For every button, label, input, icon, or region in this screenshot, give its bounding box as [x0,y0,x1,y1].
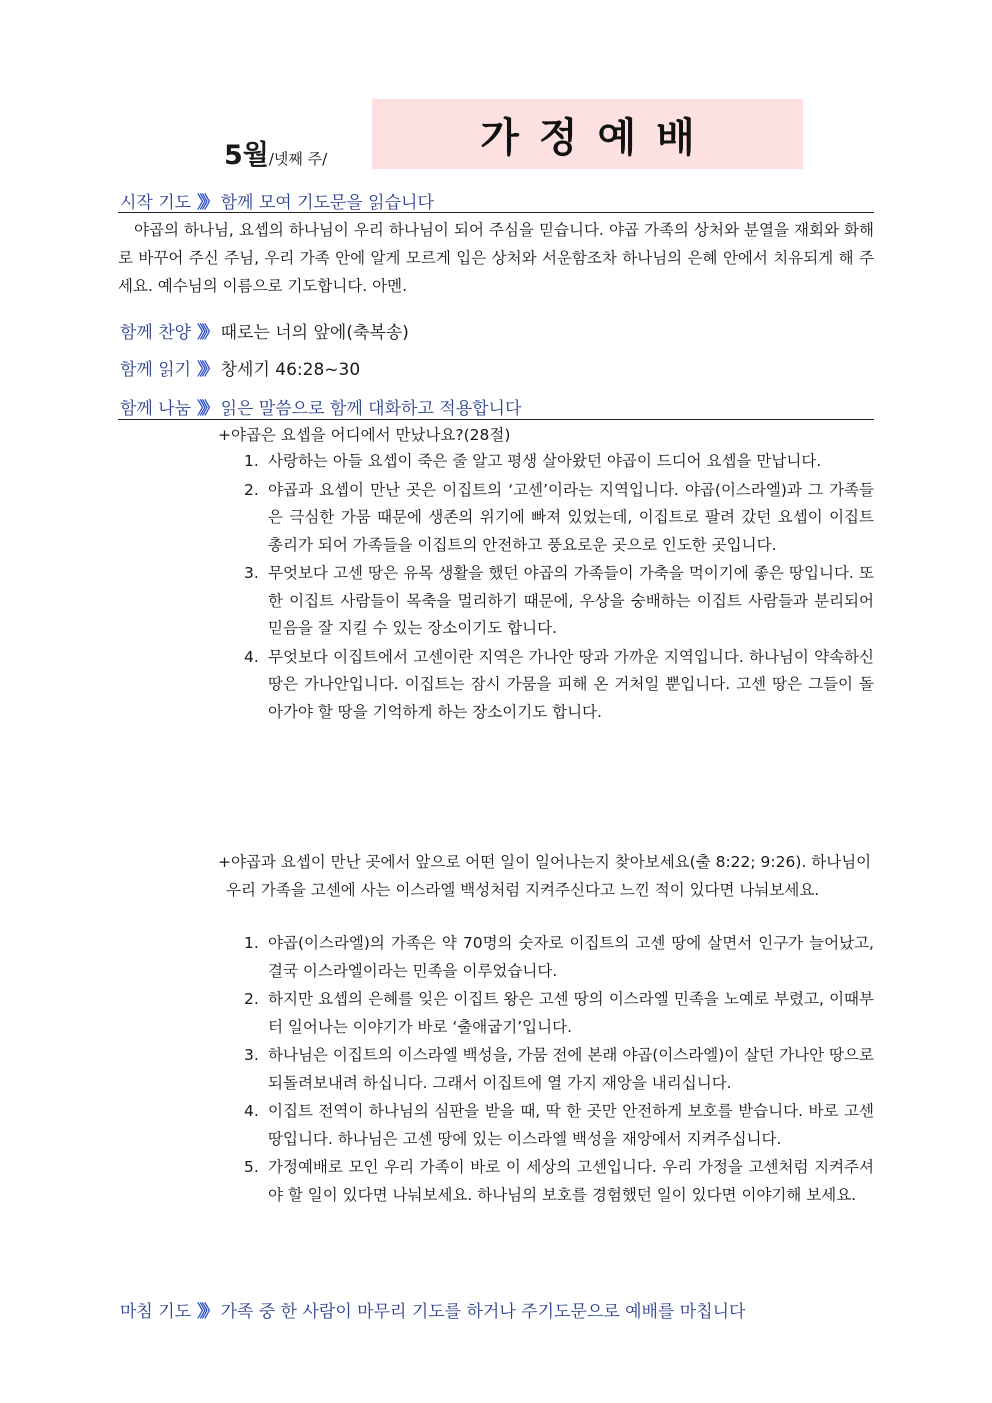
reading-desc: 창세기 46:28~30 [220,360,361,380]
page-title: 가정예배 [480,114,715,161]
list-item: 2. 하지만 요셉의 은혜를 잊은 이집트 왕은 고센 땅의 이스라엘 민족을 노예로 부렸고, 이때부터 일어나는 이야기가 바로 ‘출애굽기’입니다. [244,990,874,1036]
list-item: 4. 무엇보다 이집트에서 고센이란 지역은 가나안 땅과 가까운 지역입니다. 하나님이 약속하신 땅은 가나안입니다. 이집트는 잠시 가뭄을 피해 온 거처일 뿐입니다. 고센 땅은 그들이 돌아가야 할 땅을 기억하게 하는 장소이기도 합니다. [244,647,874,721]
list-item: 3. 하나님은 이집트의 이스라엘 백성을, 가뭄 전에 본래 야곱(이스라엘)이 살던 가나안 땅으로 되돌려보내려 하십니다. 그래서 이집트에 열 가지 재앙을 내리십니다. [244,1046,874,1092]
opening-prayer-text: 야곱의 하나님, 요셉의 하나님이 우리 하나님이 되어 주심을 믿습니다. 야곱 가족의 상처와 분열을 재회와 화해로 바꾸어 주신 주님, 우리 가족 안에 알게 모르게 입은 상처와 서운함조차 하나님의 은혜 안에서 치유되게 해 주세요. 예수님의 이름으로 기도합니다. 아멘. [118,221,874,295]
hymn-desc: 때로는 너의 앞에(축복송) [220,323,409,343]
sharing-heading [120,394,521,419]
opening-label: 시작 기도 [120,193,192,213]
opening-heading [120,188,434,213]
list-item: 3. 무엇보다 고센 땅은 유목 생활을 했던 야곱의 가족들이 가축을 먹이기에 좋은 땅입니다. 또한 이집트 사람들이 목축을 멀리하기 때문에, 우상을 숭배하는 이집트 사람들과 분리되어 믿음을 잘 지킬 수 있는 장소이기도 합니다. [244,564,874,637]
week-sub: /넷째 주/ [268,150,328,168]
question-2: +야곱과 요셉이 만난 곳에서 앞으로 어떤 일이 일어나는지 찾아보세요(출 8:22; 9:26). 하나님이 우리 가족을 고센에 사는 이스라엘 백성처럼 지켜주신다고 느낀 적이 있다면 나눠보세요. [218,853,872,899]
list-item: 5. 가정예배로 모인 우리 가족이 바로 이 세상의 고센입니다. 우리 가정을 고센처럼 지켜주셔야 할 일이 있다면 나눠보세요. 하나님의 보호를 경험했던 일이 있다면 이야기해 보세요. [244,1158,874,1204]
list-item: 1. 야곱(이스라엘)의 가족은 약 70명의 숫자로 이집트의 고센 땅에 살면서 인구가 늘어났고, 결국 이스라엘이라는 민족을 이루었습니다. [244,934,874,980]
list-item: 4. 이집트 전역이 하나님의 심판을 받을 때, 딱 한 곳만 안전하게 보호를 받습니다. 바로 고센 땅입니다. 하나님은 고센 땅에 있는 이스라엘 백성을 재앙에서 지켜주십니다. [244,1102,874,1148]
double-chevron-icon: 》》 [197,1302,215,1322]
reading-heading [120,355,360,380]
question-1: +야곱은 요셉을 어디에서 만났나요?(28절) [218,426,511,444]
question-2-answers [244,930,874,1210]
hymn-label: 함께 찬양 [120,323,192,343]
question-1-answers [244,448,874,727]
title-box [372,99,803,169]
double-chevron-icon: 》》 [197,323,215,343]
section-divider [118,212,874,213]
closing-heading [120,1297,745,1322]
week-main: 5월 [224,140,269,171]
list-item: 1. 사랑하는 아들 요셉이 죽은 줄 알고 평생 살아왔던 야곱이 드디어 요셉을 만납니다. [244,452,822,470]
double-chevron-icon: 》》 [197,360,215,380]
closing-label: 마침 기도 [120,1302,192,1322]
hymn-heading [120,318,409,343]
reading-label: 함께 읽기 [120,360,192,380]
sharing-desc: 읽은 말씀으로 함께 대화하고 적용합니다 [220,399,522,419]
double-chevron-icon: 》》 [197,193,215,213]
week-label [224,133,327,172]
closing-desc: 가족 중 한 사람이 마무리 기도를 하거나 주기도문으로 예배를 마칩니다 [220,1302,746,1322]
double-chevron-icon: 》》 [197,399,215,419]
opening-desc: 함께 모여 기도문을 읽습니다 [220,193,434,213]
list-item: 2. 야곱과 요셉이 만난 곳은 이집트의 ‘고센’이라는 지역입니다. 야곱(이스라엘)과 그 가족들은 극심한 가뭄 때문에 생존의 위기에 빠져 있었는데, 이집트로 팔려 갔던 요셉이 이집트 총리가 되어 가족들을 이집트의 안전하고 풍요로운 곳으로 인도한 곳입니다. [244,480,874,554]
sharing-label: 함께 나눔 [120,399,192,419]
section-divider [118,419,874,420]
